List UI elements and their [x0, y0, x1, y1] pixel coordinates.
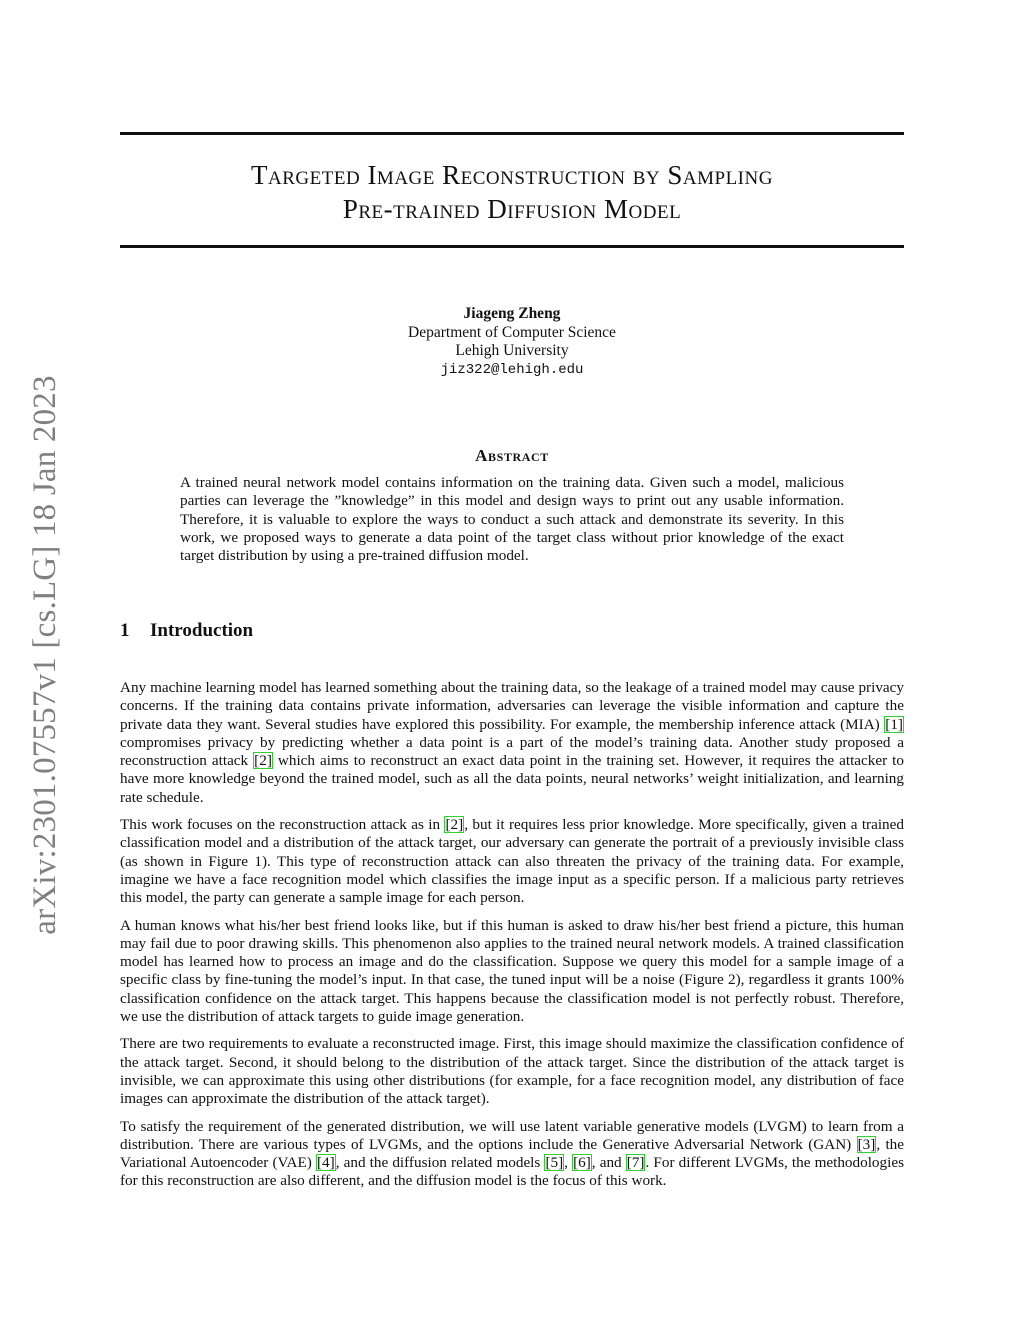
section-number: 1	[120, 620, 130, 641]
author-department: Department of Computer Science	[408, 323, 616, 341]
paragraph-2	[120, 816, 904, 907]
author-block	[120, 305, 904, 379]
text-run: , and	[591, 1154, 626, 1172]
text-run: , and the diffusion related models	[335, 1154, 545, 1172]
text-run: , the Variational Autoencoder (VAE)	[120, 1135, 905, 1172]
introduction-body	[120, 679, 904, 1200]
citation-link-7[interactable]: [7]	[626, 1154, 645, 1172]
text-run: Any machine learning model has learned something about the training data, so the leakage of a trained model may cause privacy concerns. If the training data contains private information, adversaries can leverage the visible information and capture the private data they want. Several studies have explored this possibility. For example, the membership inference attack (MIA)	[120, 679, 904, 733]
citation-link-5[interactable]: [5]	[545, 1154, 564, 1172]
citation-link-2[interactable]: [2]	[254, 752, 272, 770]
section-title: Introduction	[150, 620, 254, 641]
text-run: , but it requires less prior knowledge. More specifically, given a trained classification model and a distribution of the attack target, our adversary can generate the portrait of a previously invisible class (as shown in Figure 1). This type of reconstruction attack can also threaten the privacy of the training data. For example, imagine we have a face recognition model which classifies the image input as a specific person. If a malicious party retrieves this model, the party can generate a sample image for each person.	[120, 816, 904, 907]
title-top-rule	[120, 132, 904, 135]
citation-link-6[interactable]: [6]	[573, 1154, 591, 1172]
paragraph-3: A human knows what his/her best friend looks like, but if this human is asked to draw his/her best friend a picture, this human may fail due to poor drawing skills. This phenomenon also applies to the trained neural network models. A trained classification model has learned how to process an image and do the classification. Suppose we query this model for a sample image of a specific class by fine-tuning the model’s input. In that case, the tuned input will be a noise (Figure 2), regardless it grants 100% classification confidence on the attack target. This happens because the classification model is not perfectly robust. Therefore, we use the distribution of attack targets to guide image generation.	[120, 916, 904, 1026]
paragraph-4: There are two requirements to evaluate a reconstructed image. First, this image should maximize the classification confidence of the attack target. Second, it should belong to the distribution of the attack target. Since the distribution of the attack target is invisible, we can approximate this using other distributions (for example, for a face recognition model, any distribution of face images can approximate the distribution of the attack target).	[120, 1035, 904, 1108]
paragraph-1	[120, 679, 904, 807]
citation-link-3[interactable]: [3]	[857, 1135, 876, 1153]
text-run: compromises privacy by predicting whether a data point is a part of the model’s training data. Another study proposed a reconstruction attack	[120, 733, 904, 770]
abstract-text: A trained neural network model contains information on the training data. Given such a model, malicious parties can leverage the ”knowledge” in this model and design ways to print out any usable information. Therefore, it is valuable to explore the ways to conduct a such attack and demonstrate its severity. In this work, we proposed ways to generate a data point of the target class without prior knowledge of the exact target distribution by using a pre-trained diffusion model.	[180, 474, 844, 565]
text-run: ,	[564, 1154, 573, 1172]
paragraph-5	[120, 1118, 904, 1191]
paper-title	[120, 158, 904, 226]
text-run: This work focuses on the reconstruction attack as in	[120, 816, 445, 834]
author-email[interactable]: jiz322@lehigh.edu	[440, 361, 584, 378]
title-line-2: Pre-trained Diffusion Model	[342, 194, 682, 224]
text-run: . For different LVGMs, the methodologies for this reconstruction are also different, and the diffusion model is the focus of this work.	[120, 1154, 904, 1190]
abstract-heading: Abstract	[475, 446, 549, 465]
section-heading	[120, 620, 253, 642]
citation-link-1[interactable]: [1]	[885, 715, 903, 733]
citation-link-4[interactable]: [4]	[316, 1154, 335, 1172]
text-run: To satisfy the requirement of the generated distribution, we will use latent variable generative models (LVGM) to learn from a distribution. There are various types of LVGMs, and the options include the Generative Adversarial Network (GAN)	[120, 1117, 904, 1153]
author-university: Lehigh University	[455, 342, 569, 359]
author-name: Jiageng Zheng	[463, 305, 561, 322]
arxiv-side-identifier: arXiv:2301.07557v1 [cs.LG] 18 Jan 2023	[27, 375, 63, 935]
text-run: which aims to reconstruct an exact data point in the training set. However, it requires the attacker to have more knowledge beyond the trained model, such as all the data points, neural networks’ weight initialization, and learning rate schedule.	[120, 752, 904, 806]
citation-link-2[interactable]: [2]	[445, 816, 464, 834]
title-bottom-rule	[120, 245, 904, 248]
title-line-1: Targeted Image Reconstruction by Sampling	[251, 160, 773, 190]
